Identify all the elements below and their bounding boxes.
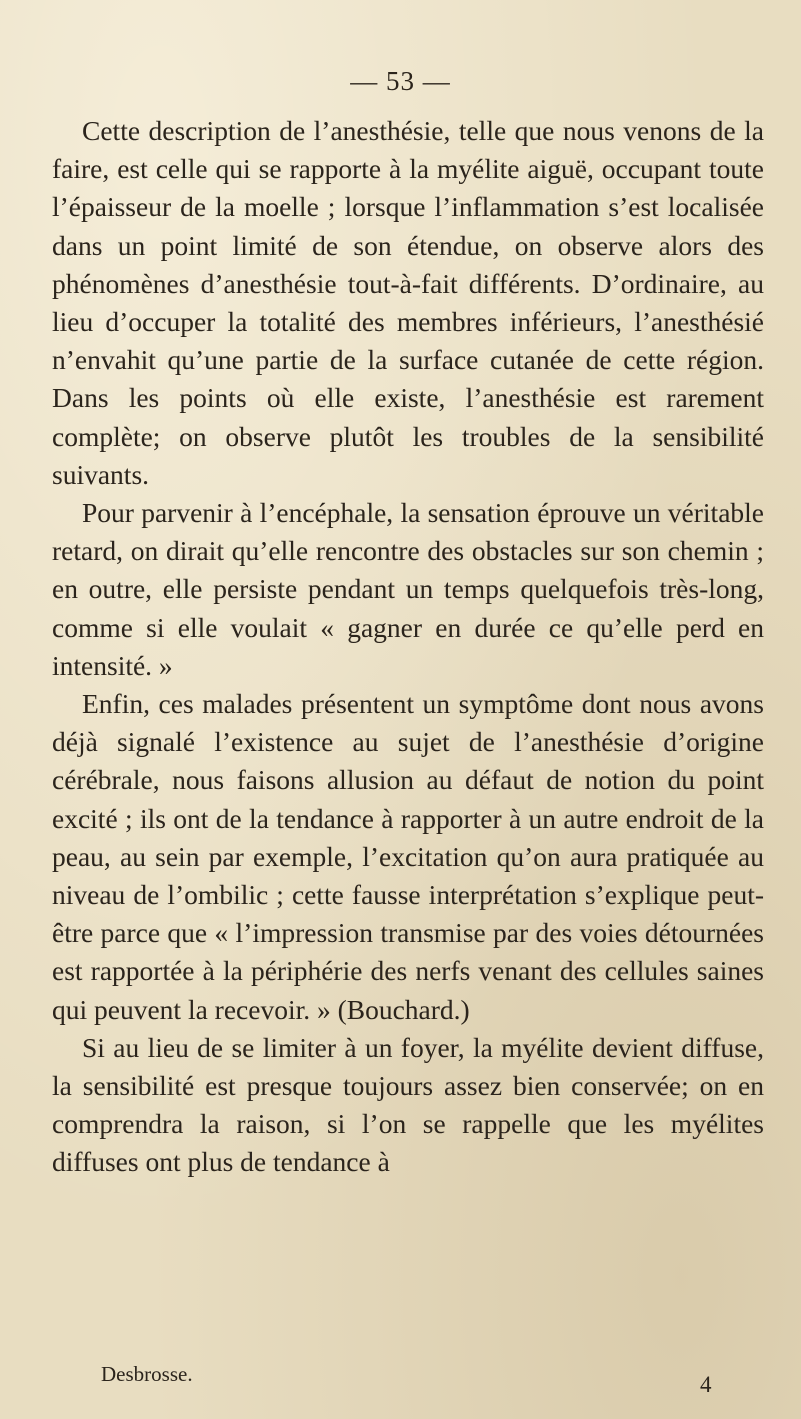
sheet-number: 4 [700, 1372, 712, 1397]
paragraph: Pour parvenir à l’encéphale, la sensation éprouve un véritable retard, on dirait qu’elle rencontre des obstacles sur son chemin ; en outre, elle persiste pendant un temps quelquefois très-long, comme si elle voulait « gagner en durée ce qu’elle perd en intensité. » [52, 497, 764, 681]
paragraph: Si au lieu de se limiter à un foyer, la myélite devient diffuse, la sensibilité est presque toujours assez bien conservée; on en comprendra la raison, si l’on se rappelle que les myélites diffuses ont plus de tendance à [52, 1031, 764, 1178]
page-number: — 53 — [350, 66, 451, 96]
paragraph: Cette description de l’anesthésie, telle que nous venons de la faire, est celle qui se rapporte à la myélite aiguë, occupant toute l’épaisseur de la moelle ; lorsque l’inflammation s’est localisée dans un point limité de son étendue, on observe alors des phénomènes d’anesthésie tout-à-fait différents. D’ordinaire, au lieu d’occuper la totalité des membres inférieurs, l’anesthésié n’envahit qu’une partie de la surface cutanée de cette région. Dans les points où elle existe, l’anesthésie est rarement complète; on observe plutôt les troubles de la sensibilité suivants. [52, 115, 764, 490]
printer-signature: Desbrosse. [101, 1362, 193, 1386]
paragraph: Enfin, ces malades présentent un symptôme dont nous avons déjà signalé l’existence au sujet de l’anesthésie d’origine cérébrale, nous faisons allusion au défaut de notion du point excité ; ils ont de la tendance à rapporter à un autre endroit de la peau, au sein par exemple, l’excitation qu’on aura pratiquée au niveau de l’ombilic ; cette fausse interprétation s’explique peut-être parce que « l’impression transmise par des voies détournées est rapportée à la périphérie des nerfs venant des cellules saines qui peuvent la recevoir. » (Bouchard.) [52, 688, 764, 1025]
text-body [52, 112, 764, 1182]
